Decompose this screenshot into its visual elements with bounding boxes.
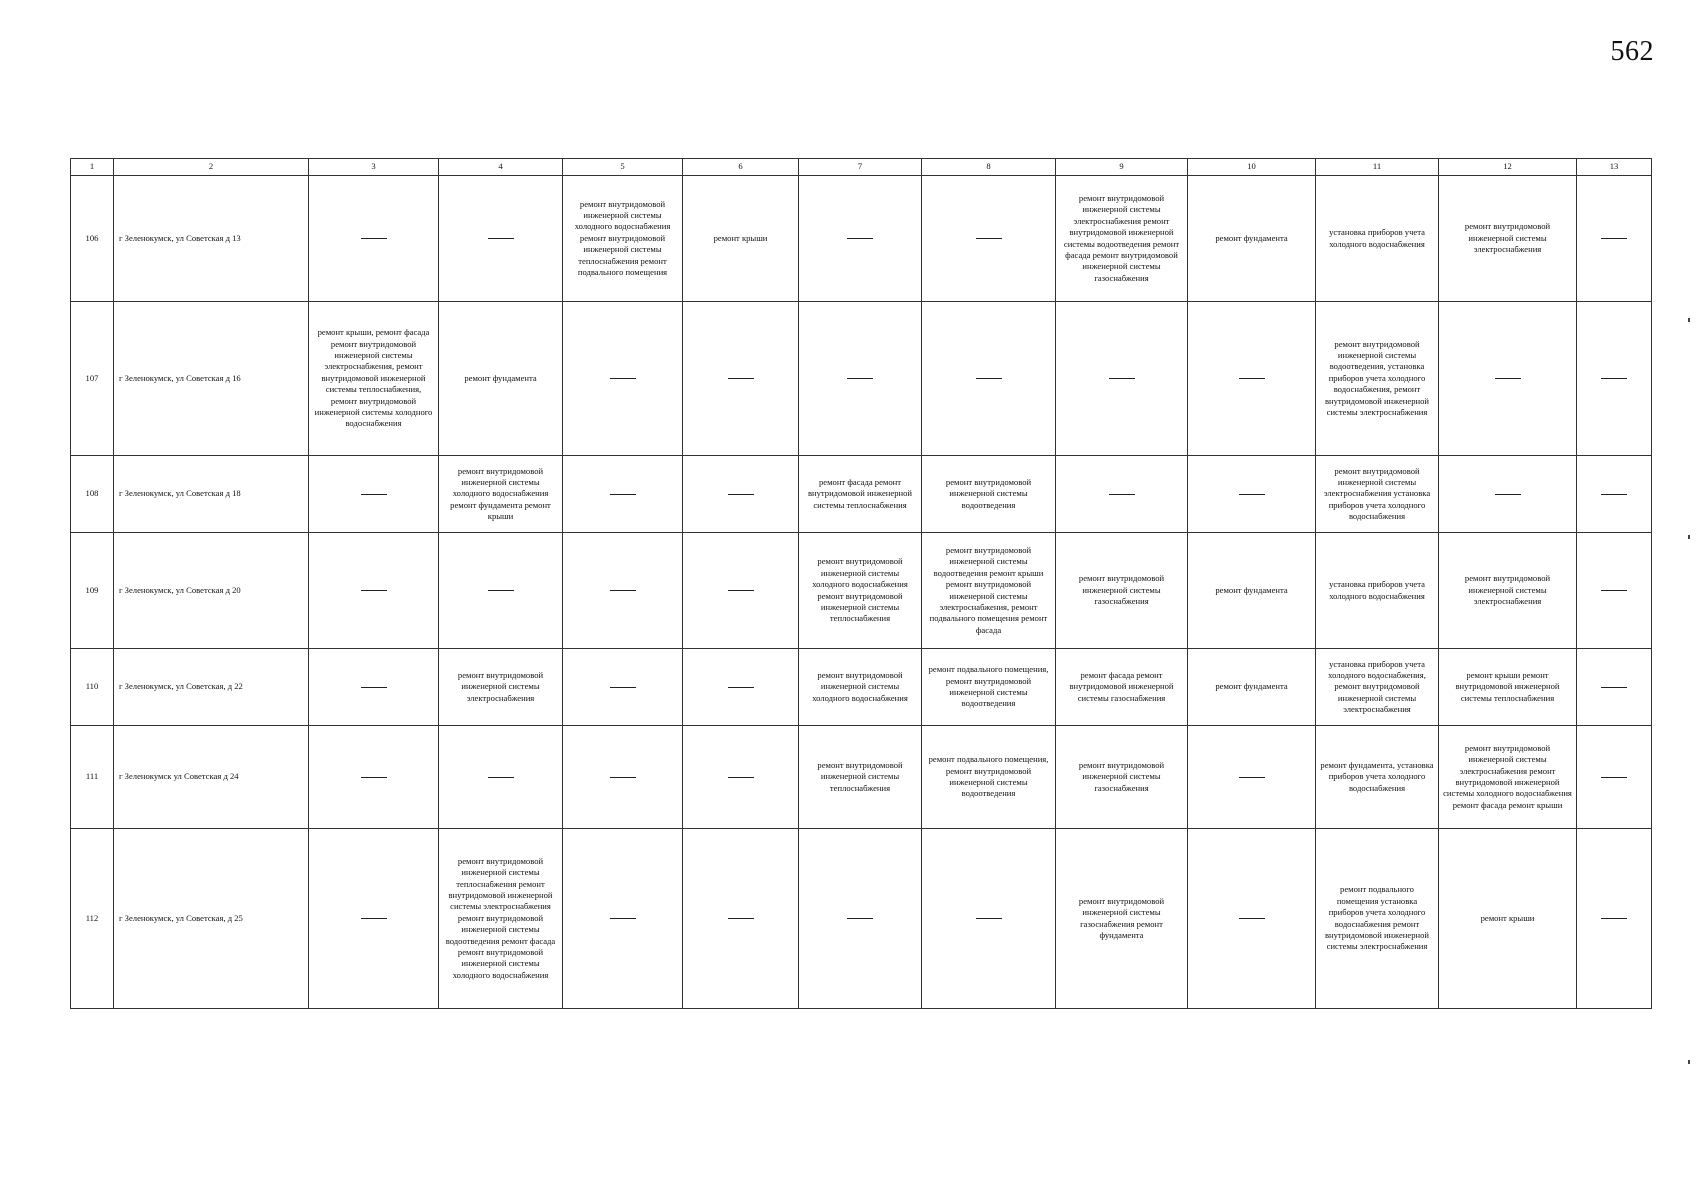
work-cell: ремонт внутридомовой инженерной системы газоснабжения bbox=[1056, 533, 1188, 649]
address-cell: г Зеленокумск ул Советская д 24 bbox=[114, 726, 309, 829]
empty-cell-dash bbox=[683, 829, 799, 1009]
empty-cell-dash bbox=[563, 649, 683, 726]
dash-mark bbox=[847, 378, 873, 379]
work-cell: ремонт фундамента bbox=[1188, 649, 1316, 726]
empty-cell-dash bbox=[309, 649, 439, 726]
address-cell: г Зеленокумск, ул Советская д 20 bbox=[114, 533, 309, 649]
table-row bbox=[71, 533, 1652, 649]
dash-mark bbox=[728, 918, 754, 919]
dash-mark bbox=[1495, 494, 1521, 495]
empty-cell-dash bbox=[1577, 302, 1652, 456]
dash-mark bbox=[1601, 777, 1627, 778]
table-row bbox=[71, 456, 1652, 533]
work-cell: ремонт фундамента, установка приборов учета холодного водоснабжения bbox=[1316, 726, 1439, 829]
work-cell: ремонт внутридомовой инженерной системы водоотведения ремонт крыши ремонт внутридомовой инженерной системы электроснабжения, ремонт подвального помещения ремонт фасада bbox=[922, 533, 1056, 649]
dash-mark bbox=[1601, 238, 1627, 239]
dash-mark bbox=[361, 590, 387, 591]
dash-mark bbox=[1109, 494, 1135, 495]
empty-cell-dash bbox=[563, 456, 683, 533]
column-header: 4 bbox=[439, 159, 563, 176]
work-cell: ремонт крыши ремонт внутридомовой инженерной системы теплоснабжения bbox=[1439, 649, 1577, 726]
empty-cell-dash bbox=[1439, 302, 1577, 456]
empty-cell-dash bbox=[1577, 456, 1652, 533]
work-cell: ремонт крыши, ремонт фасада ремонт внутридомовой инженерной системы электроснабжения, ремонт внутридомовой инженерной системы теплоснабжения, ремонт внутридомовой инженерной системы холодного водоснабжения bbox=[309, 302, 439, 456]
dash-mark bbox=[361, 777, 387, 778]
work-cell: ремонт внутридомовой инженерной системы теплоснабжения bbox=[799, 726, 922, 829]
table-row bbox=[71, 829, 1652, 1009]
empty-cell-dash bbox=[1577, 726, 1652, 829]
dash-mark bbox=[488, 777, 514, 778]
work-cell: ремонт внутридомовой инженерной системы электроснабжения bbox=[1439, 533, 1577, 649]
work-cell: ремонт крыши bbox=[683, 176, 799, 302]
column-header: 9 bbox=[1056, 159, 1188, 176]
empty-cell-dash bbox=[922, 829, 1056, 1009]
empty-cell-dash bbox=[563, 829, 683, 1009]
dash-mark bbox=[610, 777, 636, 778]
page-number: 562 bbox=[1610, 36, 1654, 67]
dash-mark bbox=[610, 378, 636, 379]
empty-cell-dash bbox=[563, 726, 683, 829]
column-header: 3 bbox=[309, 159, 439, 176]
empty-cell-dash bbox=[309, 176, 439, 302]
empty-cell-dash bbox=[309, 533, 439, 649]
empty-cell-dash bbox=[1056, 302, 1188, 456]
dash-mark bbox=[1239, 918, 1265, 919]
work-cell: установка приборов учета холодного водоснабжения bbox=[1316, 176, 1439, 302]
dash-mark bbox=[1239, 777, 1265, 778]
row-number: 107 bbox=[71, 302, 114, 456]
empty-cell-dash bbox=[1577, 176, 1652, 302]
column-header: 7 bbox=[799, 159, 922, 176]
dash-mark bbox=[610, 590, 636, 591]
row-number: 110 bbox=[71, 649, 114, 726]
dash-mark bbox=[728, 777, 754, 778]
scan-margin-mark bbox=[1688, 318, 1690, 322]
work-cell: ремонт внутридомовой инженерной системы электроснабжения bbox=[1439, 176, 1577, 302]
dash-mark bbox=[1239, 494, 1265, 495]
dash-mark bbox=[976, 378, 1002, 379]
empty-cell-dash bbox=[683, 726, 799, 829]
table-row bbox=[71, 726, 1652, 829]
scan-margin-mark bbox=[1688, 1060, 1690, 1064]
empty-cell-dash bbox=[1577, 649, 1652, 726]
table-row bbox=[71, 302, 1652, 456]
empty-cell-dash bbox=[683, 533, 799, 649]
empty-cell-dash bbox=[309, 726, 439, 829]
empty-cell-dash bbox=[439, 726, 563, 829]
empty-cell-dash bbox=[799, 302, 922, 456]
work-cell: ремонт внутридомовой инженерной системы электроснабжения bbox=[439, 649, 563, 726]
dash-mark bbox=[610, 918, 636, 919]
work-cell: ремонт внутридомовой инженерной системы электроснабжения установка приборов учета холодного водоснабжения bbox=[1316, 456, 1439, 533]
row-number: 109 bbox=[71, 533, 114, 649]
work-cell: ремонт внутридомовой инженерной системы газоснабжения bbox=[1056, 726, 1188, 829]
work-cell: ремонт внутридомовой инженерной системы теплоснабжения ремонт внутридомовой инженерной системы электроснабжения ремонт внутридомовой инженерной системы водоотведения ремонт фасада ремонт внутридомовой инженерной системы холодного водоснабжения bbox=[439, 829, 563, 1009]
work-cell: ремонт подвального помещения, ремонт внутридомовой инженерной системы водоотведения bbox=[922, 649, 1056, 726]
work-cell: ремонт внутридомовой инженерной системы водоотведения bbox=[922, 456, 1056, 533]
dash-mark bbox=[728, 378, 754, 379]
dash-mark bbox=[1601, 378, 1627, 379]
row-number: 112 bbox=[71, 829, 114, 1009]
table-row bbox=[71, 649, 1652, 726]
work-cell: ремонт подвального помещения, ремонт внутридомовой инженерной системы водоотведения bbox=[922, 726, 1056, 829]
empty-cell-dash bbox=[1439, 456, 1577, 533]
empty-cell-dash bbox=[1188, 456, 1316, 533]
work-cell: установка приборов учета холодного водоснабжения bbox=[1316, 533, 1439, 649]
column-header: 11 bbox=[1316, 159, 1439, 176]
work-cell: ремонт крыши bbox=[1439, 829, 1577, 1009]
empty-cell-dash bbox=[439, 533, 563, 649]
dash-mark bbox=[728, 494, 754, 495]
dash-mark bbox=[488, 238, 514, 239]
empty-cell-dash bbox=[922, 302, 1056, 456]
column-header: 13 bbox=[1577, 159, 1652, 176]
row-number: 111 bbox=[71, 726, 114, 829]
dash-mark bbox=[1601, 687, 1627, 688]
dash-mark bbox=[1601, 918, 1627, 919]
column-header: 1 bbox=[71, 159, 114, 176]
work-cell: ремонт подвального помещения установка приборов учета холодного водоснабжения ремонт внутридомовой инженерной системы электроснабжения bbox=[1316, 829, 1439, 1009]
dash-mark bbox=[1239, 378, 1265, 379]
work-cell: ремонт фундамента bbox=[1188, 533, 1316, 649]
work-cell: ремонт внутридомовой инженерной системы электроснабжения ремонт внутридомовой инженерной системы водоотведения ремонт фасада ремонт внутридомовой инженерной системы газоснабжения bbox=[1056, 176, 1188, 302]
dash-mark bbox=[976, 918, 1002, 919]
address-cell: г Зеленокумск, ул Советская д 18 bbox=[114, 456, 309, 533]
empty-cell-dash bbox=[683, 649, 799, 726]
dash-mark bbox=[361, 238, 387, 239]
dash-mark bbox=[1601, 590, 1627, 591]
dash-mark bbox=[361, 687, 387, 688]
empty-cell-dash bbox=[1188, 829, 1316, 1009]
table-row bbox=[71, 176, 1652, 302]
empty-cell-dash bbox=[799, 176, 922, 302]
dash-mark bbox=[976, 238, 1002, 239]
column-header: 6 bbox=[683, 159, 799, 176]
table-header-row bbox=[71, 159, 1652, 176]
empty-cell-dash bbox=[309, 829, 439, 1009]
work-cell: ремонт внутридомовой инженерной системы холодного водоснабжения ремонт внутридомовой инженерной системы теплоснабжения bbox=[799, 533, 922, 649]
dash-mark bbox=[728, 687, 754, 688]
address-cell: г Зеленокумск, ул Советская д 13 bbox=[114, 176, 309, 302]
empty-cell-dash bbox=[563, 533, 683, 649]
dash-mark bbox=[361, 918, 387, 919]
row-number: 108 bbox=[71, 456, 114, 533]
dash-mark bbox=[728, 590, 754, 591]
work-cell: ремонт внутридомовой инженерной системы холодного водоснабжения bbox=[799, 649, 922, 726]
dash-mark bbox=[488, 590, 514, 591]
dash-mark bbox=[1601, 494, 1627, 495]
empty-cell-dash bbox=[683, 456, 799, 533]
empty-cell-dash bbox=[683, 302, 799, 456]
column-header: 8 bbox=[922, 159, 1056, 176]
column-header: 10 bbox=[1188, 159, 1316, 176]
address-cell: г Зеленокумск, ул Советская, д 25 bbox=[114, 829, 309, 1009]
dash-mark bbox=[1495, 378, 1521, 379]
work-cell: ремонт фасада ремонт внутридомовой инженерной системы газоснабжения bbox=[1056, 649, 1188, 726]
work-cell: ремонт фасада ремонт внутридомовой инженерной системы теплоснабжения bbox=[799, 456, 922, 533]
work-cell: ремонт внутридомовой инженерной системы холодного водоснабжения ремонт внутридомовой инженерной системы теплоснабжения ремонт подвального помещения bbox=[563, 176, 683, 302]
work-cell: ремонт фундамента bbox=[1188, 176, 1316, 302]
work-cell: ремонт внутридомовой инженерной системы холодного водоснабжения ремонт фундамента ремонт крыши bbox=[439, 456, 563, 533]
row-number: 106 bbox=[71, 176, 114, 302]
column-header: 12 bbox=[1439, 159, 1577, 176]
empty-cell-dash bbox=[439, 176, 563, 302]
repair-schedule-table bbox=[70, 158, 1652, 1009]
empty-cell-dash bbox=[922, 176, 1056, 302]
empty-cell-dash bbox=[799, 829, 922, 1009]
work-cell: установка приборов учета холодного водоснабжения, ремонт внутридомовой инженерной системы электроснабжения bbox=[1316, 649, 1439, 726]
work-cell: ремонт внутридомовой инженерной системы электроснабжения ремонт внутридомовой инженерной системы холодного водоснабжения ремонт фасада ремонт крыши bbox=[1439, 726, 1577, 829]
empty-cell-dash bbox=[1188, 302, 1316, 456]
dash-mark bbox=[610, 494, 636, 495]
dash-mark bbox=[847, 238, 873, 239]
work-cell: ремонт фундамента bbox=[439, 302, 563, 456]
work-cell: ремонт внутридомовой инженерной системы газоснабжения ремонт фундамента bbox=[1056, 829, 1188, 1009]
work-cell: ремонт внутридомовой инженерной системы водоотведения, установка приборов учета холодного водоснабжения, ремонт внутридомовой инженерной системы электроснабжения bbox=[1316, 302, 1439, 456]
dash-mark bbox=[361, 494, 387, 495]
column-header: 5 bbox=[563, 159, 683, 176]
empty-cell-dash bbox=[1577, 533, 1652, 649]
dash-mark bbox=[847, 918, 873, 919]
scan-margin-mark bbox=[1688, 535, 1690, 539]
empty-cell-dash bbox=[1188, 726, 1316, 829]
empty-cell-dash bbox=[563, 302, 683, 456]
dash-mark bbox=[1109, 378, 1135, 379]
address-cell: г Зеленокумск, ул Советская, д 22 bbox=[114, 649, 309, 726]
dash-mark bbox=[610, 687, 636, 688]
empty-cell-dash bbox=[1056, 456, 1188, 533]
empty-cell-dash bbox=[309, 456, 439, 533]
column-header: 2 bbox=[114, 159, 309, 176]
empty-cell-dash bbox=[1577, 829, 1652, 1009]
address-cell: г Зеленокумск, ул Советская д 16 bbox=[114, 302, 309, 456]
